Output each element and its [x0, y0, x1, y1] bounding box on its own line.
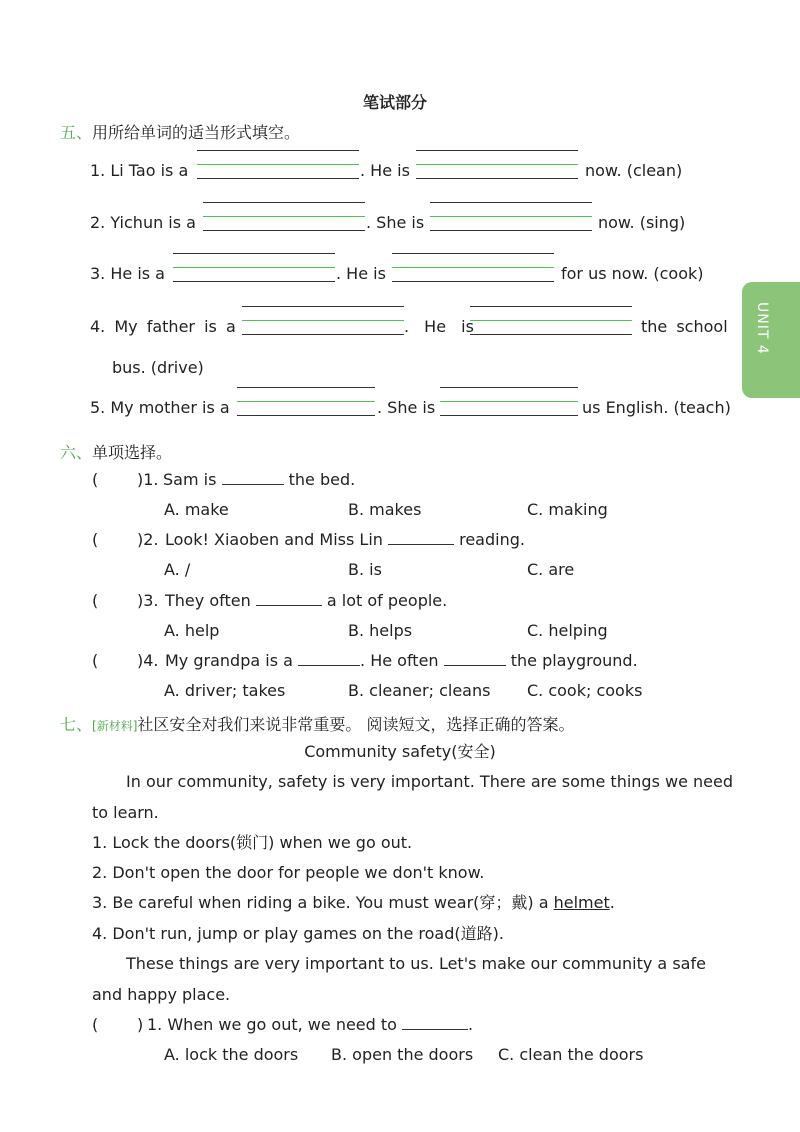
- s6-q2-answer-slot[interactable]: [137, 530, 159, 550]
- s6-q4-mid: . He often: [360, 651, 439, 670]
- s6-q2-stem: [165, 530, 525, 550]
- passage-para2-line1: These things are very important to us. Let's make our community a safe: [126, 954, 706, 973]
- section6-heading: [60, 440, 172, 463]
- s6-q1-number: 1.: [143, 470, 159, 489]
- s6-q2-option-c[interactable]: C. are: [527, 560, 575, 579]
- s6-q4-blank2[interactable]: [444, 651, 506, 666]
- s5-item4-suffix: the school: [641, 317, 728, 336]
- s6-q4-option-b[interactable]: B. cleaner; cleans: [348, 681, 491, 700]
- s5-item3-blank1[interactable]: [173, 253, 335, 283]
- section7-new-material-tag: [新材料]: [92, 719, 138, 733]
- s5-item3-prefix: 3. He is a: [90, 264, 165, 283]
- s6-q4-number: 4.: [143, 651, 159, 670]
- s6-q4-option-a[interactable]: A. driver; takes: [164, 681, 286, 700]
- section5-heading: [60, 120, 300, 143]
- s6-q1-paren-close: ): [137, 470, 144, 489]
- s5-item5-blank1[interactable]: [237, 387, 375, 417]
- s6-q2-paren-open: (: [92, 530, 99, 549]
- s7-q1-end: .: [468, 1015, 474, 1034]
- passage-rule-3-keyword: helmet: [553, 893, 610, 912]
- page-title: 笔试部分: [362, 93, 427, 112]
- s6-q2-blank[interactable]: [388, 530, 454, 545]
- passage-para1-line1: In our community, safety is very important. There are some things we need: [126, 772, 734, 791]
- s5-item5-suffix: us English. (teach): [582, 398, 731, 417]
- s6-q3-before: They often: [165, 591, 251, 610]
- s7-q1-paren-open: (: [92, 1015, 99, 1034]
- s6-q2-after: reading.: [459, 530, 525, 549]
- section7-instruction: 社区安全对我们来说非常重要。 阅读短文，选择正确的答案。: [137, 715, 575, 734]
- s6-q3-option-b[interactable]: B. helps: [348, 621, 413, 640]
- s6-q4-option-c[interactable]: C. cook; cooks: [527, 681, 643, 700]
- s5-item1-mid: . He is: [360, 161, 410, 180]
- s6-q3-after: a lot of people.: [326, 591, 448, 610]
- s6-q2-paren-close: ): [137, 530, 144, 549]
- passage-rule-3-end: .: [609, 893, 615, 912]
- s6-q4-answer-slot[interactable]: [137, 651, 159, 671]
- s7-q1-option-c[interactable]: C. clean the doors: [498, 1045, 644, 1064]
- s5-item3-mid: . He is: [336, 264, 386, 283]
- s5-item2-mid: . She is: [366, 213, 425, 232]
- passage-rule-4: 4. Don't run, jump or play games on the road(道路).: [92, 924, 504, 943]
- s5-item1-blank1[interactable]: [197, 150, 359, 180]
- s7-q1-option-b[interactable]: B. open the doors: [331, 1045, 474, 1064]
- s5-item5-mid: . She is: [377, 398, 436, 417]
- s6-q1-stem: [163, 470, 355, 490]
- s7-q1-option-a[interactable]: A. lock the doors: [164, 1045, 299, 1064]
- s6-q2-before: Look! Xiaoben and Miss Lin: [165, 530, 383, 549]
- s6-q3-option-a[interactable]: A. help: [164, 621, 220, 640]
- s5-item5-prefix: 5. My mother is a: [90, 398, 230, 417]
- passage-para1-line2: to learn.: [92, 803, 159, 822]
- unit-side-tab-label: UNIT 4: [754, 302, 770, 355]
- s5-item1-prefix: 1. Li Tao is a: [90, 161, 189, 180]
- s6-q3-option-c[interactable]: C. helping: [527, 621, 608, 640]
- s5-item4-blank1[interactable]: [242, 306, 404, 336]
- section6-number: 六、: [60, 443, 93, 462]
- s5-item4-continuation: bus. (drive): [112, 358, 204, 377]
- s6-q3-blank[interactable]: [256, 591, 322, 606]
- s6-q1-before: Sam is: [163, 470, 217, 489]
- s5-item2-prefix: 2. Yichun is a: [90, 213, 196, 232]
- s6-q2-option-b[interactable]: B. is: [348, 560, 382, 579]
- s6-q3-paren-close: ): [137, 591, 144, 610]
- passage-rule-3: [92, 893, 615, 913]
- section5-number: 五、: [60, 123, 93, 142]
- s6-q4-paren-open: (: [92, 651, 99, 670]
- section7-number: 七、: [60, 715, 93, 734]
- s6-q2-number: 2.: [143, 530, 159, 549]
- section6-instruction: 单项选择。: [92, 443, 173, 462]
- s5-item5-blank2[interactable]: [440, 387, 578, 417]
- unit-side-tab: [742, 282, 800, 398]
- passage-rule-3-text: 3. Be careful when riding a bike. You must wear(穿；戴) a: [92, 893, 549, 912]
- s7-q1-stem: [147, 1015, 473, 1035]
- s6-q1-option-b[interactable]: B. makes: [348, 500, 422, 519]
- s6-q3-answer-slot[interactable]: [137, 591, 159, 611]
- s6-q3-paren-open: (: [92, 591, 99, 610]
- s7-q1-answer-slot[interactable]: [137, 1015, 143, 1035]
- s5-item2-blank2[interactable]: [430, 202, 592, 232]
- s6-q1-after: the bed.: [288, 470, 356, 489]
- passage-para2-line2: and happy place.: [92, 985, 231, 1004]
- s6-q1-paren-open: (: [92, 470, 99, 489]
- passage-rule-2: 2. Don't open the door for people we don't know.: [92, 863, 485, 882]
- section7-heading: [60, 712, 574, 735]
- passage-rule-1: 1. Lock the doors(锁门) when we go out.: [92, 833, 413, 852]
- s6-q1-answer-slot[interactable]: [137, 470, 159, 490]
- s6-q4-after: the playground.: [510, 651, 638, 670]
- s5-item1-blank2[interactable]: [416, 150, 578, 180]
- s5-item4-blank2[interactable]: [470, 306, 632, 336]
- s6-q3-number: 3.: [143, 591, 159, 610]
- s7-q1-text: 1. When we go out, we need to: [147, 1015, 397, 1034]
- s5-item1-suffix: now. (clean): [585, 161, 683, 180]
- passage-title: Community safety(安全): [304, 742, 496, 761]
- s6-q4-before: My grandpa is a: [165, 651, 293, 670]
- s6-q4-stem: [165, 651, 638, 671]
- s5-item4-mid: . He is: [404, 317, 474, 336]
- s5-item2-blank1[interactable]: [203, 202, 365, 232]
- s7-q1-blank[interactable]: [402, 1015, 468, 1030]
- s6-q4-paren-close: ): [137, 651, 144, 670]
- s6-q4-blank1[interactable]: [298, 651, 360, 666]
- s6-q3-stem: [165, 591, 447, 611]
- s7-q1-paren-close: ): [137, 1015, 144, 1034]
- s6-q1-option-c[interactable]: C. making: [527, 500, 608, 519]
- s5-item4-prefix: 4. My father is a: [90, 317, 236, 336]
- section5-instruction: 用所给单词的适当形式填空。: [92, 123, 301, 142]
- s6-q1-blank[interactable]: [222, 470, 284, 485]
- s6-q1-option-a[interactable]: A. make: [164, 500, 229, 519]
- s5-item3-blank2[interactable]: [392, 253, 554, 283]
- s6-q2-option-a[interactable]: A. /: [164, 560, 191, 579]
- s5-item3-suffix: for us now. (cook): [561, 264, 704, 283]
- s5-item2-suffix: now. (sing): [598, 213, 686, 232]
